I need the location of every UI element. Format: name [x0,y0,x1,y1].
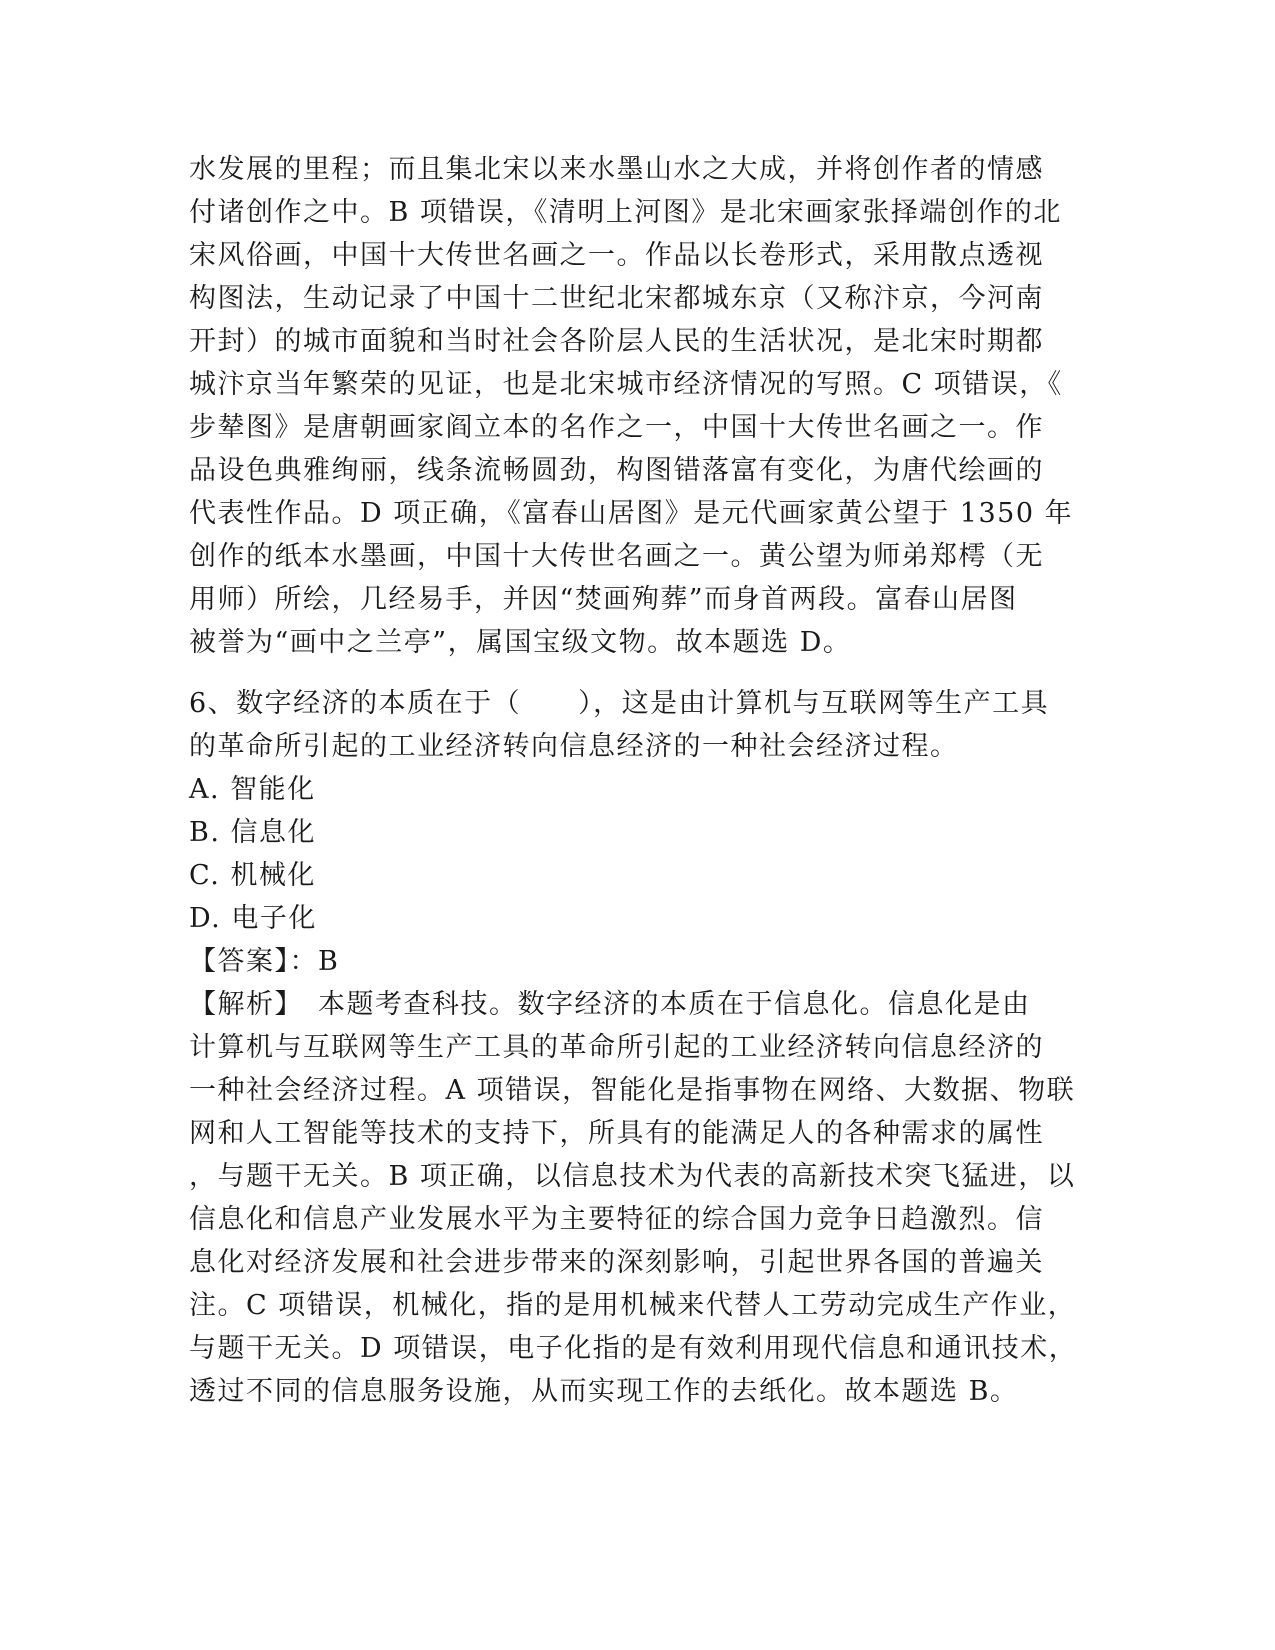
text-line: 步辇图》是唐朝画家阎立本的名作之一，中国十大传世名画之一。作 [189,412,1044,443]
text-line: 被誉为“画中之兰亭”，属国宝级文物。故本题选 D。 [189,627,852,658]
text-line: 注。C 项错误，机械化，指的是用机械来代替人工劳动完成生产作业， [189,1290,1077,1321]
text-line: 与题干无关。D 项错误，电子化指的是有效利用现代信息和通讯技术， [189,1333,1078,1364]
text-line: 透过不同的信息服务设施，从而实现工作的去纸化。故本题选 B。 [189,1376,1019,1407]
text-line: 开封）的城市面貌和当时社会各阶层人民的生活状况，是北宋时期都 [189,326,1044,357]
text-line: 水发展的里程；而且集北宋以来水墨山水之大成，并将创作者的情感 [189,154,1044,185]
text-line: 网和人工智能等技术的支持下，所具有的能满足人的各种需求的属性 [189,1118,1044,1149]
text-line: 6、数字经济的本质在于（ ），这是由计算机与互联网等生产工具 [189,688,1050,719]
text-line: 用师）所绘，几经易手，并因“焚画殉葬”而身首两段。富春山居图 [189,584,1018,615]
text-line: 创作的纸本水墨画，中国十大传世名画之一。黄公望为师弟郑樗（无 [189,541,1044,572]
text-line: 【解析】 本题考查科技。数字经济的本质在于信息化。信息化是由 [189,989,1031,1020]
option-c: C. 机械化 [189,860,316,891]
text-line: 信息化和信息产业发展水平为主要特征的综合国力竞争日趋激烈。信 [189,1204,1044,1235]
option-a: A. 智能化 [189,774,316,805]
question-options [189,768,1089,940]
text-line: 宋风俗画，中国十大传世名画之一。作品以长卷形式，采用散点透视 [189,240,1044,271]
option-d: D. 电子化 [189,903,317,934]
text-line: 付诸创作之中。B 项错误，《清明上河图》是北宋画家张择端创作的北 [189,197,1062,228]
text-line: 息化对经济发展和社会进步带来的深刻影响，引起世界各国的普遍关 [189,1247,1044,1278]
previous-explanation [189,148,1089,664]
text-line: ，与题干无关。B 项正确，以信息技术为代表的高新技术突飞猛进，以 [189,1161,1076,1192]
answer-line: 【答案】：B [189,946,340,977]
text-line: 计算机与互联网等生产工具的革命所引起的工业经济转向信息经济的 [189,1032,1044,1063]
text-line: 代表性作品。D 项正确，《富春山居图》是元代画家黄公望于 1350 年 [189,498,1074,529]
document-page [189,148,1089,1413]
text-line: 城汴京当年繁荣的见证，也是北宋城市经济情况的写照。C 项错误，《 [189,369,1063,400]
text-line: 一种社会经济过程。A 项错误，智能化是指事物在网络、大数据、物联 [189,1075,1076,1106]
paragraph-gap [189,664,1089,682]
text-line: 品设色典雅绚丽，线条流畅圆劲，构图错落富有变化，为唐代绘画的 [189,455,1044,486]
question-explanation [189,983,1089,1413]
question-stem [189,682,1089,768]
text-line: 构图法，生动记录了中国十二世纪北宋都城东京（又称汴京，今河南 [189,283,1044,314]
text-line: 的革命所引起的工业经济转向信息经济的一种社会经济过程。 [189,731,959,762]
question-6 [189,682,1089,1413]
option-b: B. 信息化 [189,817,317,848]
